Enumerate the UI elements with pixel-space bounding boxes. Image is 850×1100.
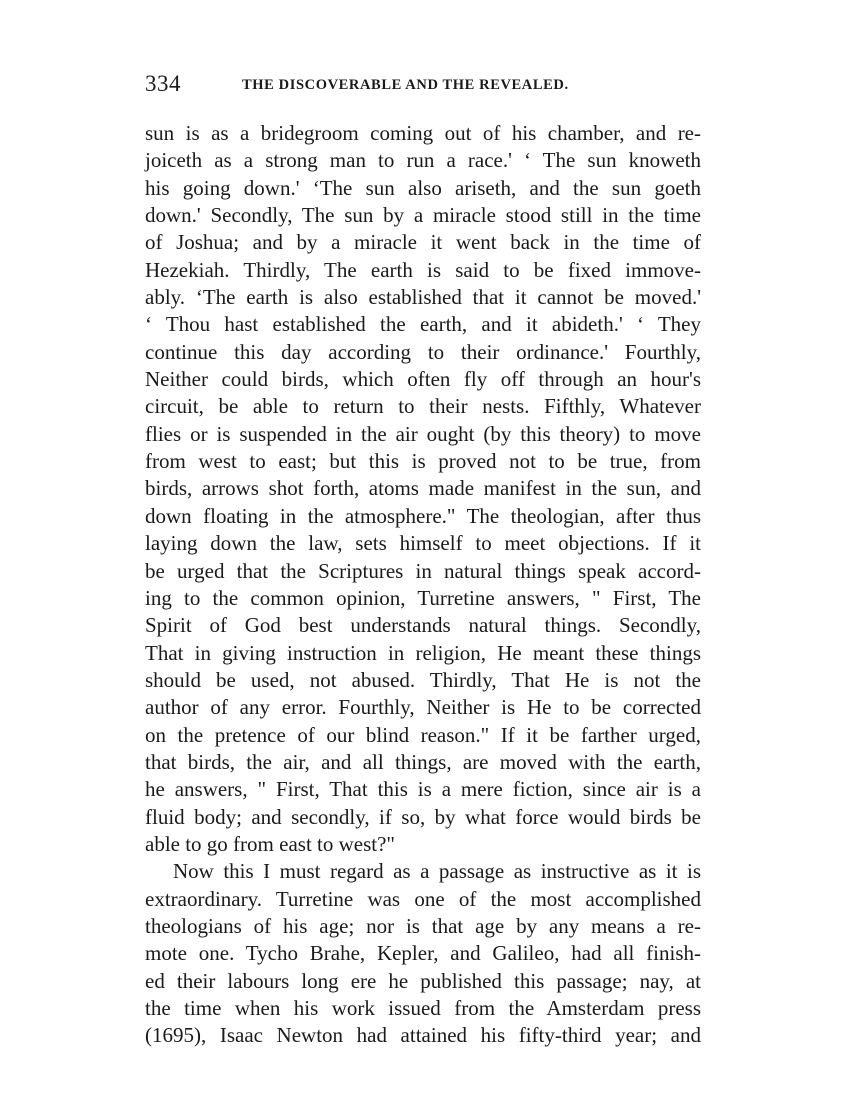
text-line: on the pretence of our blind reason." If it be farther urged, bbox=[145, 722, 701, 747]
text-line: ably. ‘The earth is also established that it cannot be moved.' bbox=[145, 285, 701, 310]
text-line: author of any error. Fourthly, Neither is He to be corrected bbox=[145, 695, 701, 720]
text-line: Now this I must regard as a passage as instructive as it is bbox=[173, 859, 701, 884]
text-line: circuit, be able to return to their nests. Fifthly, Whatever bbox=[145, 394, 701, 419]
text-line: should be used, not abused. Thirdly, That He is not the bbox=[145, 667, 701, 692]
text-line: continue this day according to their ordinance.' Fourthly, bbox=[145, 339, 701, 364]
text-line: his going down.' ‘The sun also ariseth, and the sun goeth bbox=[145, 175, 701, 200]
text-line: ing to the common opinion, Turretine answers, " First, The bbox=[145, 585, 701, 610]
text-line: that birds, the air, and all things, are moved with the earth, bbox=[145, 749, 701, 774]
text-line: sun is as a bridegroom coming out of his chamber, and re- bbox=[145, 121, 701, 145]
text-line: That in giving instruction in religion, He meant these things bbox=[145, 640, 701, 665]
text-line: down floating in the atmosphere." The theologian, after thus bbox=[145, 503, 701, 528]
text-line: able to go from east to west?" bbox=[145, 831, 396, 856]
page-header bbox=[145, 71, 705, 101]
text-line: mote one. Tycho Brahe, Kepler, and Galileo, had all finish- bbox=[145, 941, 701, 966]
text-line: ed their labours long ere he published this passage; nay, at bbox=[145, 968, 701, 993]
text-line: theologians of his age; nor is that age by any means a re- bbox=[145, 913, 701, 938]
text-line: down.' Secondly, The sun by a miracle stood still in the time bbox=[145, 203, 701, 228]
text-line: extraordinary. Turretine was one of the most accomplished bbox=[145, 886, 701, 911]
text-line: Hezekiah. Thirdly, The earth is said to be fixed immove- bbox=[145, 257, 701, 282]
running-title: THE DISCOVERABLE AND THE REVEALED. bbox=[242, 77, 569, 93]
text-line: Spirit of God best understands natural things. Secondly, bbox=[145, 613, 701, 638]
text-line: flies or is suspended in the air ought (by this theory) to move bbox=[145, 421, 701, 446]
text-line: joiceth as a strong man to run a race.' ‘ The sun knoweth bbox=[145, 148, 701, 173]
page-number: 334 bbox=[145, 71, 181, 96]
text-line: he answers, " First, That this is a mere fiction, since air is a bbox=[145, 777, 701, 802]
text-line: Neither could birds, which often fly off through an hour's bbox=[145, 367, 701, 392]
text-line: birds, arrows shot forth, atoms made manifest in the sun, and bbox=[145, 476, 701, 501]
text-line: fluid body; and secondly, if so, by what force would birds be bbox=[145, 804, 701, 829]
text-line: the time when his work issued from the Amsterdam press bbox=[145, 996, 701, 1020]
text-line: ‘ Thou hast established the earth, and it abideth.' ‘ They bbox=[145, 312, 701, 337]
text-line: from west to east; but this is proved not to be true, from bbox=[145, 449, 701, 474]
text-line: (1695), Isaac Newton had attained his fifty-third year; and bbox=[145, 1023, 701, 1048]
text-line: of Joshua; and by a miracle it went back in the time of bbox=[145, 230, 701, 255]
body-text bbox=[145, 120, 701, 1050]
text-line: laying down the law, sets himself to meet objections. If it bbox=[145, 531, 701, 556]
text-line: be urged that the Scriptures in natural things speak accord- bbox=[145, 558, 701, 583]
